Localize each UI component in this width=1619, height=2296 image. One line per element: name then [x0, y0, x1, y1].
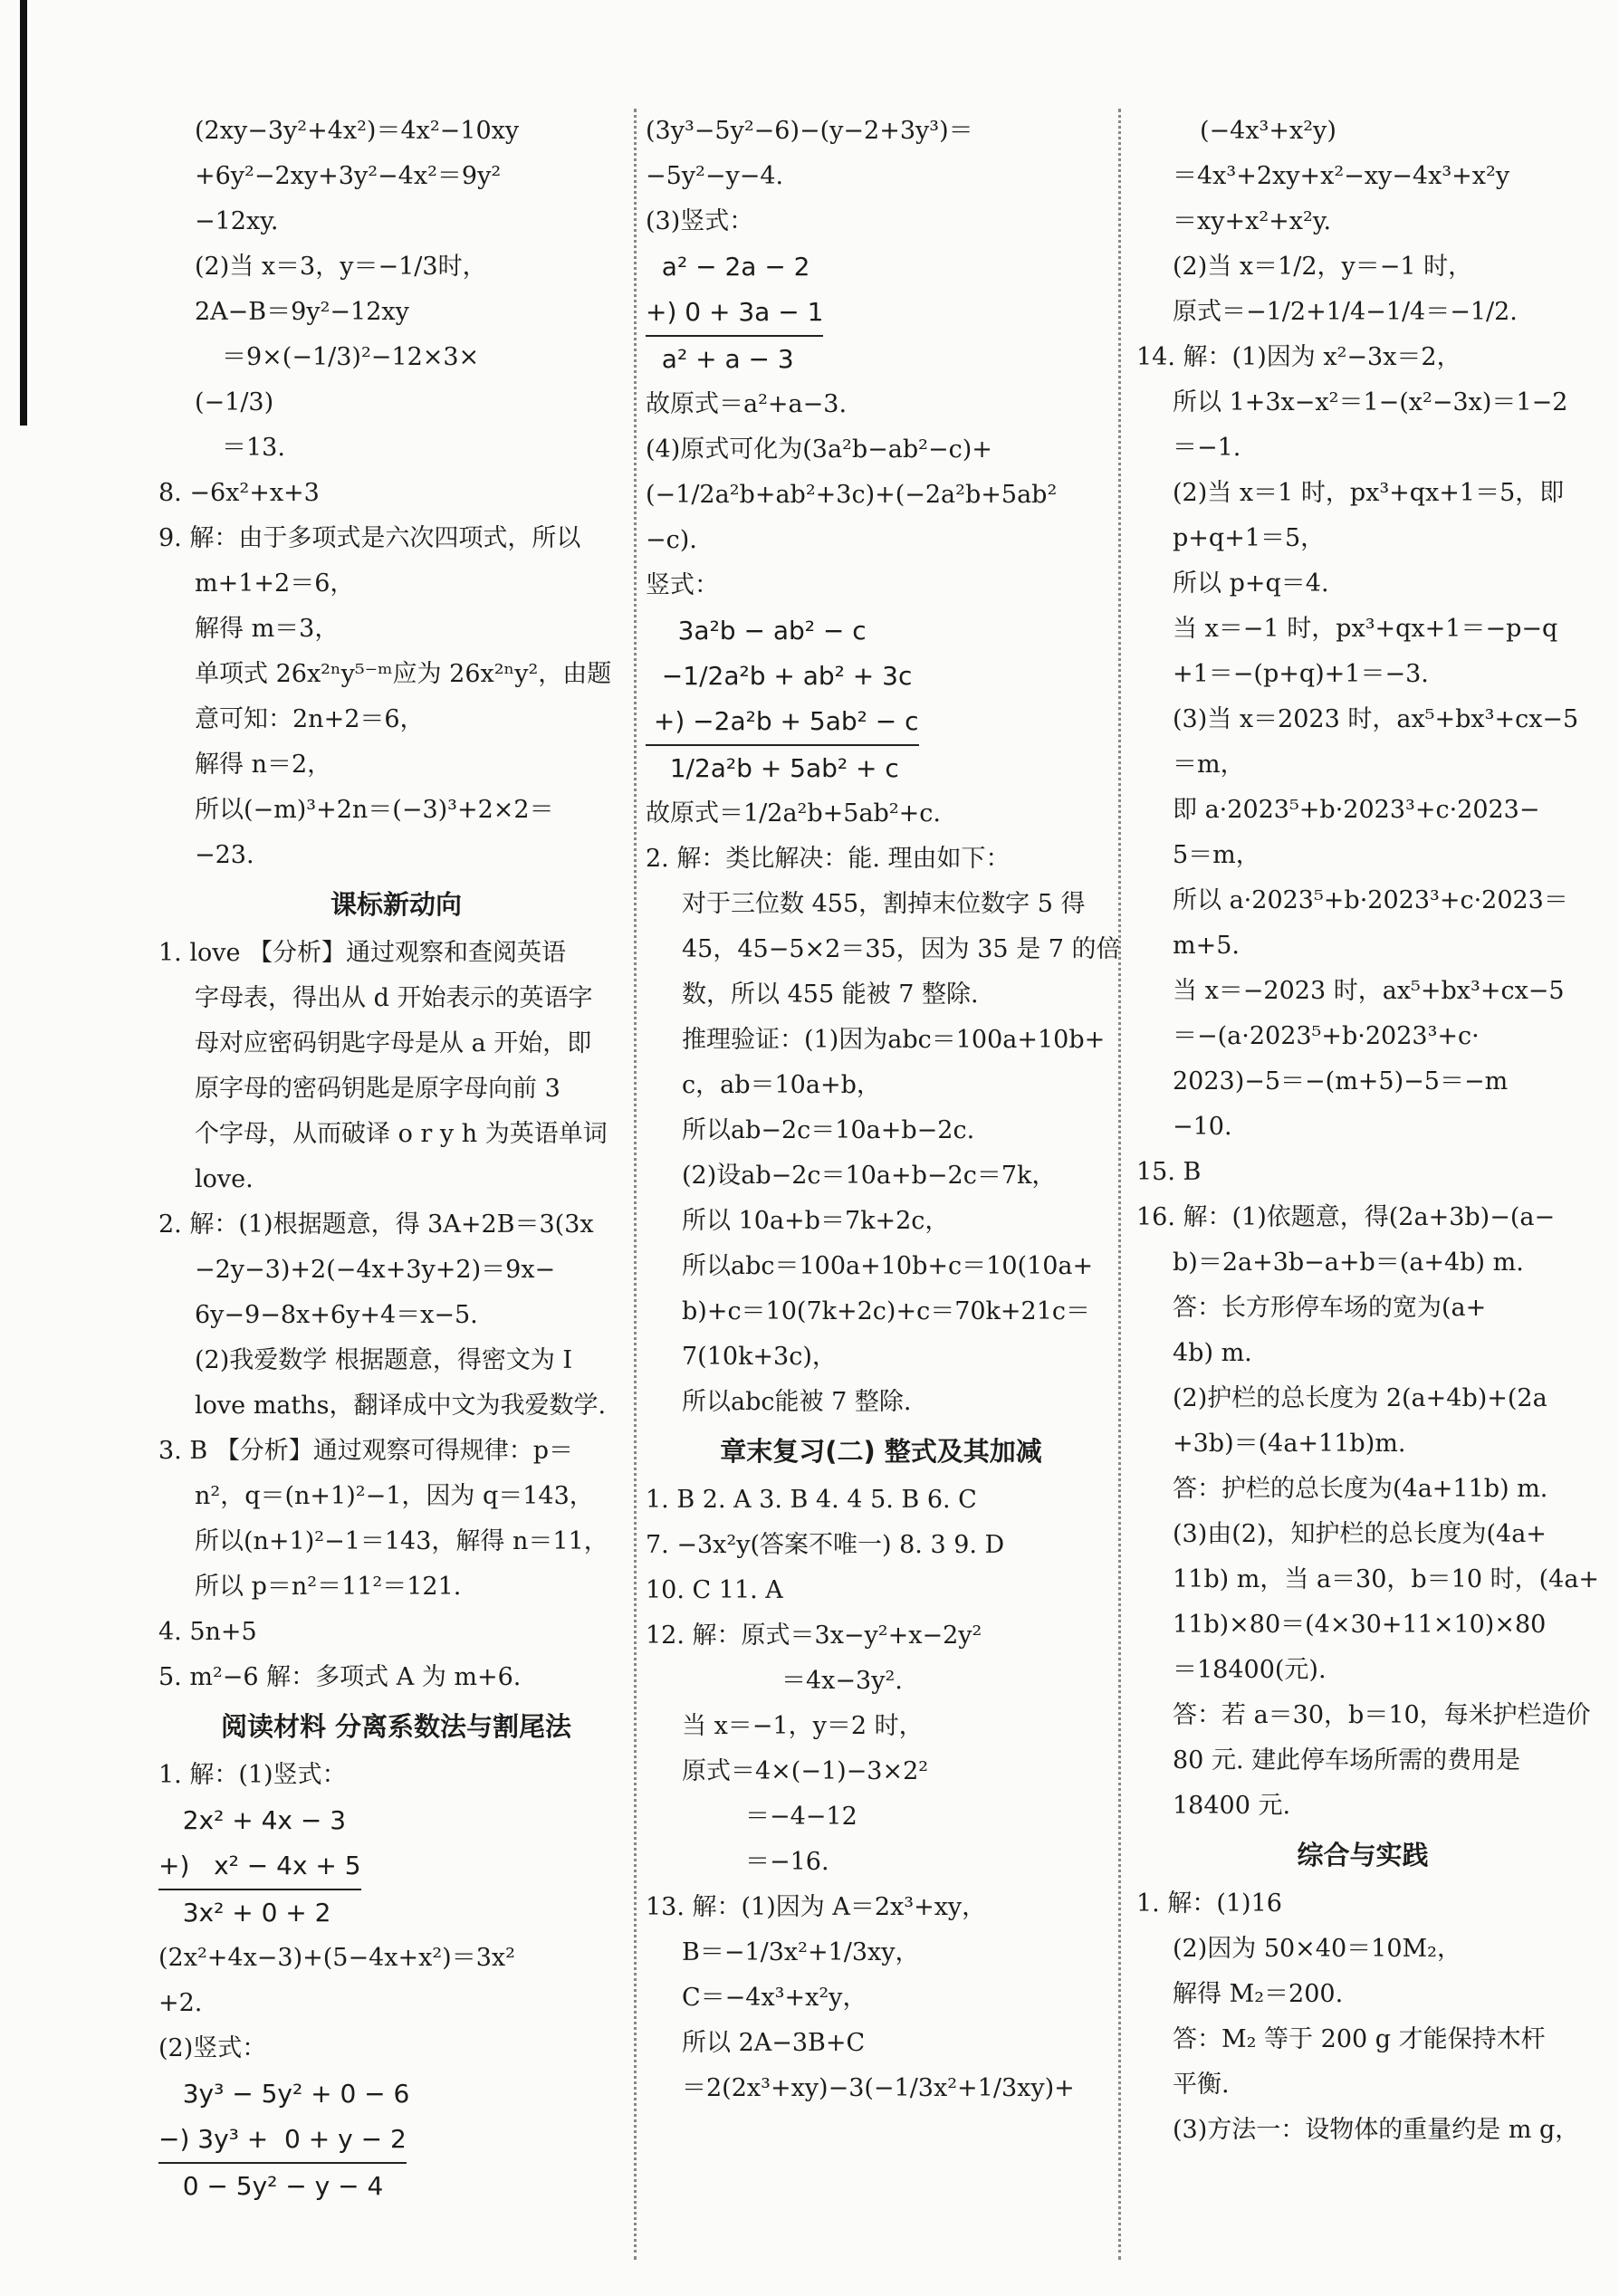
- answer-line: 15. B: [1136, 1158, 1202, 1186]
- answer-line: 解得 n＝2，: [195, 751, 332, 779]
- answer-line: m+5.: [1173, 932, 1240, 960]
- answer-line: 个字母，从而破译 o r y h 为英语单词: [195, 1120, 608, 1148]
- answer-line: 所以abc＝100a+10b+c＝10(10a+: [682, 1252, 1094, 1280]
- answer-line: 45，45−5×2＝35，因为 35 是 7 的倍: [682, 935, 1121, 963]
- answer-line: 数，所以 455 能被 7 整除.: [682, 981, 979, 1009]
- answer-line: 7. −3x²y(答案不唯一) 8. 3 9. D: [646, 1531, 1005, 1559]
- answer-line: 竖式：: [646, 571, 719, 599]
- answer-column-1: [158, 109, 634, 2296]
- answer-line: 推理验证：(1)因为abc＝100a+10b+: [682, 1026, 1106, 1054]
- answer-line: ＝−16.: [745, 1848, 829, 1876]
- answer-line: ＝xy+x²+x²y.: [1173, 207, 1332, 235]
- answer-line: 13. 解：(1)因为 A＝2x³+xy，: [646, 1893, 987, 1921]
- answer-line: +) x² − 4x + 5: [158, 1843, 361, 1890]
- answer-line: 1. B 2. A 3. B 4. 4 5. B 6. C: [646, 1486, 977, 1514]
- answer-line: 所以 p＝n²＝11²＝121.: [195, 1573, 462, 1601]
- answer-line: 所以ab−2c＝10a+b−2c.: [682, 1116, 975, 1144]
- answer-line: −5y²−y−4.: [646, 162, 784, 190]
- answer-line: p+q+1＝5，: [1173, 524, 1326, 552]
- answer-line: a² + a − 3: [646, 344, 794, 374]
- answer-line: 平衡.: [1173, 2071, 1230, 2099]
- answer-line: +2.: [158, 1989, 203, 2017]
- answer-line: (2)当 x＝1/2，y＝−1 时，: [1173, 253, 1473, 281]
- answer-line: 12. 解：原式＝3x−y²+x−2y²: [646, 1622, 982, 1650]
- column-divider: [1118, 109, 1121, 2260]
- answer-line: ＝4x−3y².: [781, 1667, 903, 1695]
- answer-line: 当 x＝−1，y＝2 时，: [682, 1712, 924, 1740]
- answer-line: 11b)×80＝(4×30+11×10)×80: [1173, 1611, 1547, 1639]
- answer-line: 1. 解：(1)16: [1136, 1889, 1282, 1918]
- answer-line: 解得 m＝3，: [195, 615, 340, 643]
- answer-line: (3)当 x＝2023 时，ax⁵+bx³+cx−5: [1173, 705, 1579, 733]
- answer-line: 所以(−m)³+2n＝(−3)³+2×2＝: [195, 796, 554, 824]
- answer-line: (2)当 x＝1 时，px³+qx+1＝5，即: [1173, 479, 1565, 507]
- answer-line: 3y³ − 5y² + 0 − 6: [158, 2079, 410, 2109]
- answer-line: 答：长方形停车场的宽为(a+: [1173, 1294, 1487, 1322]
- answer-line: 18400 元.: [1173, 1792, 1291, 1820]
- answer-column-2: [646, 109, 1121, 2296]
- answer-line: 2A−B＝9y²−12xy: [195, 298, 409, 326]
- answer-line: 当 x＝−2023 时，ax⁵+bx³+cx−5: [1173, 977, 1565, 1005]
- answer-line: a² − 2a − 2: [646, 252, 810, 282]
- answer-line: +) −2a²b + 5ab² − c: [646, 699, 919, 746]
- answer-line: 11b) m，当 a＝30，b＝10 时，(4a+: [1173, 1565, 1600, 1593]
- answer-line: (−1/2a²b+ab²+3c)+(−2a²b+5ab²: [646, 481, 1058, 509]
- answer-line: 3x² + 0 + 2: [158, 1898, 331, 1928]
- answer-line: −23.: [195, 841, 254, 869]
- answer-line: love.: [195, 1165, 254, 1193]
- answer-line: 所以 1+3x−x²＝1−(x²−3x)＝1−2: [1173, 388, 1568, 416]
- answer-line: ＝9×(−1/3)²−12×3×: [222, 343, 480, 371]
- answer-line: (3)方法一：设物体的重量约是 m g，: [1173, 2116, 1580, 2144]
- answer-line: (4)原式可化为(3a²b−ab²−c)+: [646, 435, 992, 464]
- answer-line: 1. love 【分析】通过观察和查阅英语: [158, 939, 567, 967]
- answer-line: (2)当 x＝3，y＝−1/3时，: [195, 253, 487, 281]
- answer-line: 16. 解：(1)依题意，得(2a+3b)−(a−: [1136, 1203, 1556, 1231]
- answer-line: 所以 10a+b＝7k+2c，: [682, 1207, 950, 1235]
- answer-line: 1/2a²b + 5ab² + c: [646, 753, 899, 783]
- answer-line: −12xy.: [195, 207, 279, 235]
- answer-line: m+1+2＝6，: [195, 569, 355, 598]
- answer-line: 2. 解：(1)根据题意，得 3A+2B＝3(3x: [158, 1210, 594, 1239]
- answer-line: (−1/3): [195, 388, 274, 416]
- answer-line: 14. 解：(1)因为 x²−3x＝2，: [1136, 343, 1461, 371]
- section-heading: 章末复习(二) 整式及其加减: [720, 1436, 1042, 1467]
- answer-line: +3b)＝(4a+11b)m.: [1173, 1430, 1406, 1458]
- answer-line: 答：若 a＝30，b＝10，每米护栏造价: [1173, 1701, 1591, 1729]
- answer-line: 答：M₂ 等于 200 g 才能保持木杆: [1173, 2025, 1546, 2053]
- column-divider: [634, 109, 637, 2260]
- answer-line: 2023)−5＝−(m+5)−5＝−m: [1173, 1067, 1509, 1095]
- answer-line: ＝−(a·2023⁵+b·2023³+c·: [1173, 1022, 1480, 1050]
- binding-edge-bar: [20, 0, 27, 426]
- answer-line: 所以(n+1)²−1＝143，解得 n＝11，: [195, 1527, 608, 1555]
- answer-line: 8. −6x²+x+3: [158, 479, 320, 507]
- answer-line: 原式＝4×(−1)−3×2²: [682, 1757, 929, 1785]
- answer-line: +1＝−(p+q)+1＝−3.: [1173, 660, 1429, 688]
- answer-line: ＝−4−12: [745, 1803, 857, 1831]
- answer-line: 1. 解：(1)竖式：: [158, 1761, 347, 1789]
- answer-line: 所以abc能被 7 整除.: [682, 1388, 912, 1416]
- answer-line: ＝−1.: [1173, 434, 1241, 462]
- answer-line: 故原式＝1/2a²b+5ab²+c.: [646, 799, 941, 828]
- answer-line: love maths，翻译成中文为我爱数学.: [195, 1392, 607, 1420]
- answer-line: 单项式 26x²ⁿy⁵⁻ᵐ应为 26x²ⁿy²，由题: [195, 660, 612, 688]
- answer-line: (−4x³+x²y): [1200, 117, 1336, 145]
- answer-line: 3. B 【分析】通过观察可得规律：p＝: [158, 1437, 574, 1465]
- answer-line: 原字母的密码钥匙是原字母向前 3: [195, 1075, 560, 1103]
- answer-line: (3)由(2)，知护栏的总长度为(4a+: [1173, 1520, 1547, 1548]
- answer-line: 对于三位数 455，割掉末位数字 5 得: [682, 890, 1086, 918]
- answer-line: +) 0 + 3a − 1: [646, 290, 823, 337]
- answer-line: 所以 2A−3B+C: [682, 2029, 866, 2057]
- answer-line: (2xy−3y²+4x²)＝4x²−10xy: [195, 117, 520, 145]
- answer-line: B＝−1/3x²+1/3xy，: [682, 1938, 920, 1966]
- answer-line: (2)护栏的总长度为 2(a+4b)+(2a: [1173, 1384, 1547, 1412]
- answer-line: (2)设ab−2c＝10a+b−2c＝7k，: [682, 1162, 1057, 1190]
- answer-line: 7(10k+3c)，: [682, 1343, 837, 1371]
- answer-line: (3y³−5y²−6)−(y−2+3y³)＝: [646, 117, 973, 145]
- answer-line: 字母表，得出从 d 开始表示的英语字: [195, 984, 593, 1012]
- answer-line: 2x² + 4x − 3: [158, 1805, 347, 1835]
- answer-line: 即 a·2023⁵+b·2023³+c·2023−: [1173, 796, 1540, 824]
- answer-column-3: [1136, 109, 1600, 2296]
- answer-line: ＝2(2x³+xy)−3(−1/3x²+1/3xy)+: [682, 2074, 1075, 2102]
- answer-line: b)＝2a+3b−a+b＝(a+4b) m.: [1173, 1248, 1524, 1277]
- answer-line: 意可知：2n+2＝6，: [195, 705, 425, 733]
- answer-line: 9. 解：由于多项式是六次四项式，所以: [158, 524, 581, 552]
- answer-line: 4b) m.: [1173, 1339, 1252, 1367]
- answer-line: b)+c＝10(7k+2c)+c＝70k+21c＝: [682, 1297, 1091, 1325]
- answer-line: ＝18400(元).: [1173, 1656, 1327, 1684]
- answer-line: −10.: [1173, 1113, 1232, 1141]
- answer-line: 所以 a·2023⁵+b·2023³+c·2023＝: [1173, 886, 1568, 914]
- answer-line: c，ab＝10a+b，: [682, 1071, 881, 1099]
- answer-line: 6y−9−8x+6y+4＝x−5.: [195, 1301, 478, 1329]
- answer-line: (2)我爱数学 根据题意，得密文为 I: [195, 1346, 573, 1374]
- answer-line: ＝m，: [1173, 751, 1245, 779]
- answer-line: 3a²b − ab² − c: [646, 616, 867, 646]
- answer-line: +6y²−2xy+3y²−4x²＝9y²: [195, 162, 502, 190]
- answer-line: −2y−3)+2(−4x+3y+2)＝9x−: [195, 1256, 556, 1284]
- answer-line: C＝−4x³+x²y，: [682, 1984, 867, 2012]
- answer-line: (2)竖式：: [158, 2034, 267, 2062]
- answer-line: 10. C 11. A: [646, 1576, 783, 1604]
- section-heading: 综合与实践: [1297, 1840, 1429, 1870]
- answer-line: 2. 解：类比解决：能. 理由如下：: [646, 845, 1011, 873]
- answer-line: −) 3y³ + 0 + y − 2: [158, 2117, 407, 2164]
- answer-line: 母对应密码钥匙字母是从 a 开始，即: [195, 1029, 592, 1057]
- answer-line: 5. m²−6 解：多项式 A 为 m+6.: [158, 1663, 522, 1691]
- answer-line: 4. 5n+5: [158, 1618, 257, 1646]
- answer-line: −c).: [646, 526, 697, 554]
- answer-line: n²，q＝(n+1)²−1，因为 q＝143，: [195, 1482, 594, 1510]
- answer-line: 故原式＝a²+a−3.: [646, 390, 848, 418]
- answer-line: 80 元. 建此停车场所需的费用是: [1173, 1746, 1521, 1775]
- answer-line: 原式＝−1/2+1/4−1/4＝−1/2.: [1173, 298, 1518, 326]
- answer-line: 答：护栏的总长度为(4a+11b) m.: [1173, 1475, 1548, 1503]
- answer-line: (2x²+4x−3)+(5−4x+x²)＝3x²: [158, 1944, 515, 1972]
- section-heading: 课标新动向: [330, 889, 462, 920]
- section-heading: 阅读材料 分离系数法与割尾法: [220, 1711, 572, 1742]
- answer-line: 当 x＝−1 时，px³+qx+1＝−p−q: [1173, 615, 1558, 643]
- answer-line: 解得 M₂＝200.: [1173, 1980, 1344, 2008]
- answer-line: 所以 p+q＝4.: [1173, 569, 1329, 598]
- answer-line: 5＝m，: [1173, 841, 1260, 869]
- answer-line: (3)竖式：: [646, 207, 754, 235]
- answer-line: ＝13.: [222, 434, 285, 462]
- answer-line: (2)因为 50×40＝10M₂，: [1173, 1935, 1461, 1963]
- answer-line: ＝4x³+2xy+x²−xy−4x³+x²y: [1173, 162, 1510, 190]
- answer-line: 0 − 5y² − y − 4: [158, 2171, 384, 2201]
- answer-line: −1/2a²b + ab² + 3c: [646, 661, 913, 691]
